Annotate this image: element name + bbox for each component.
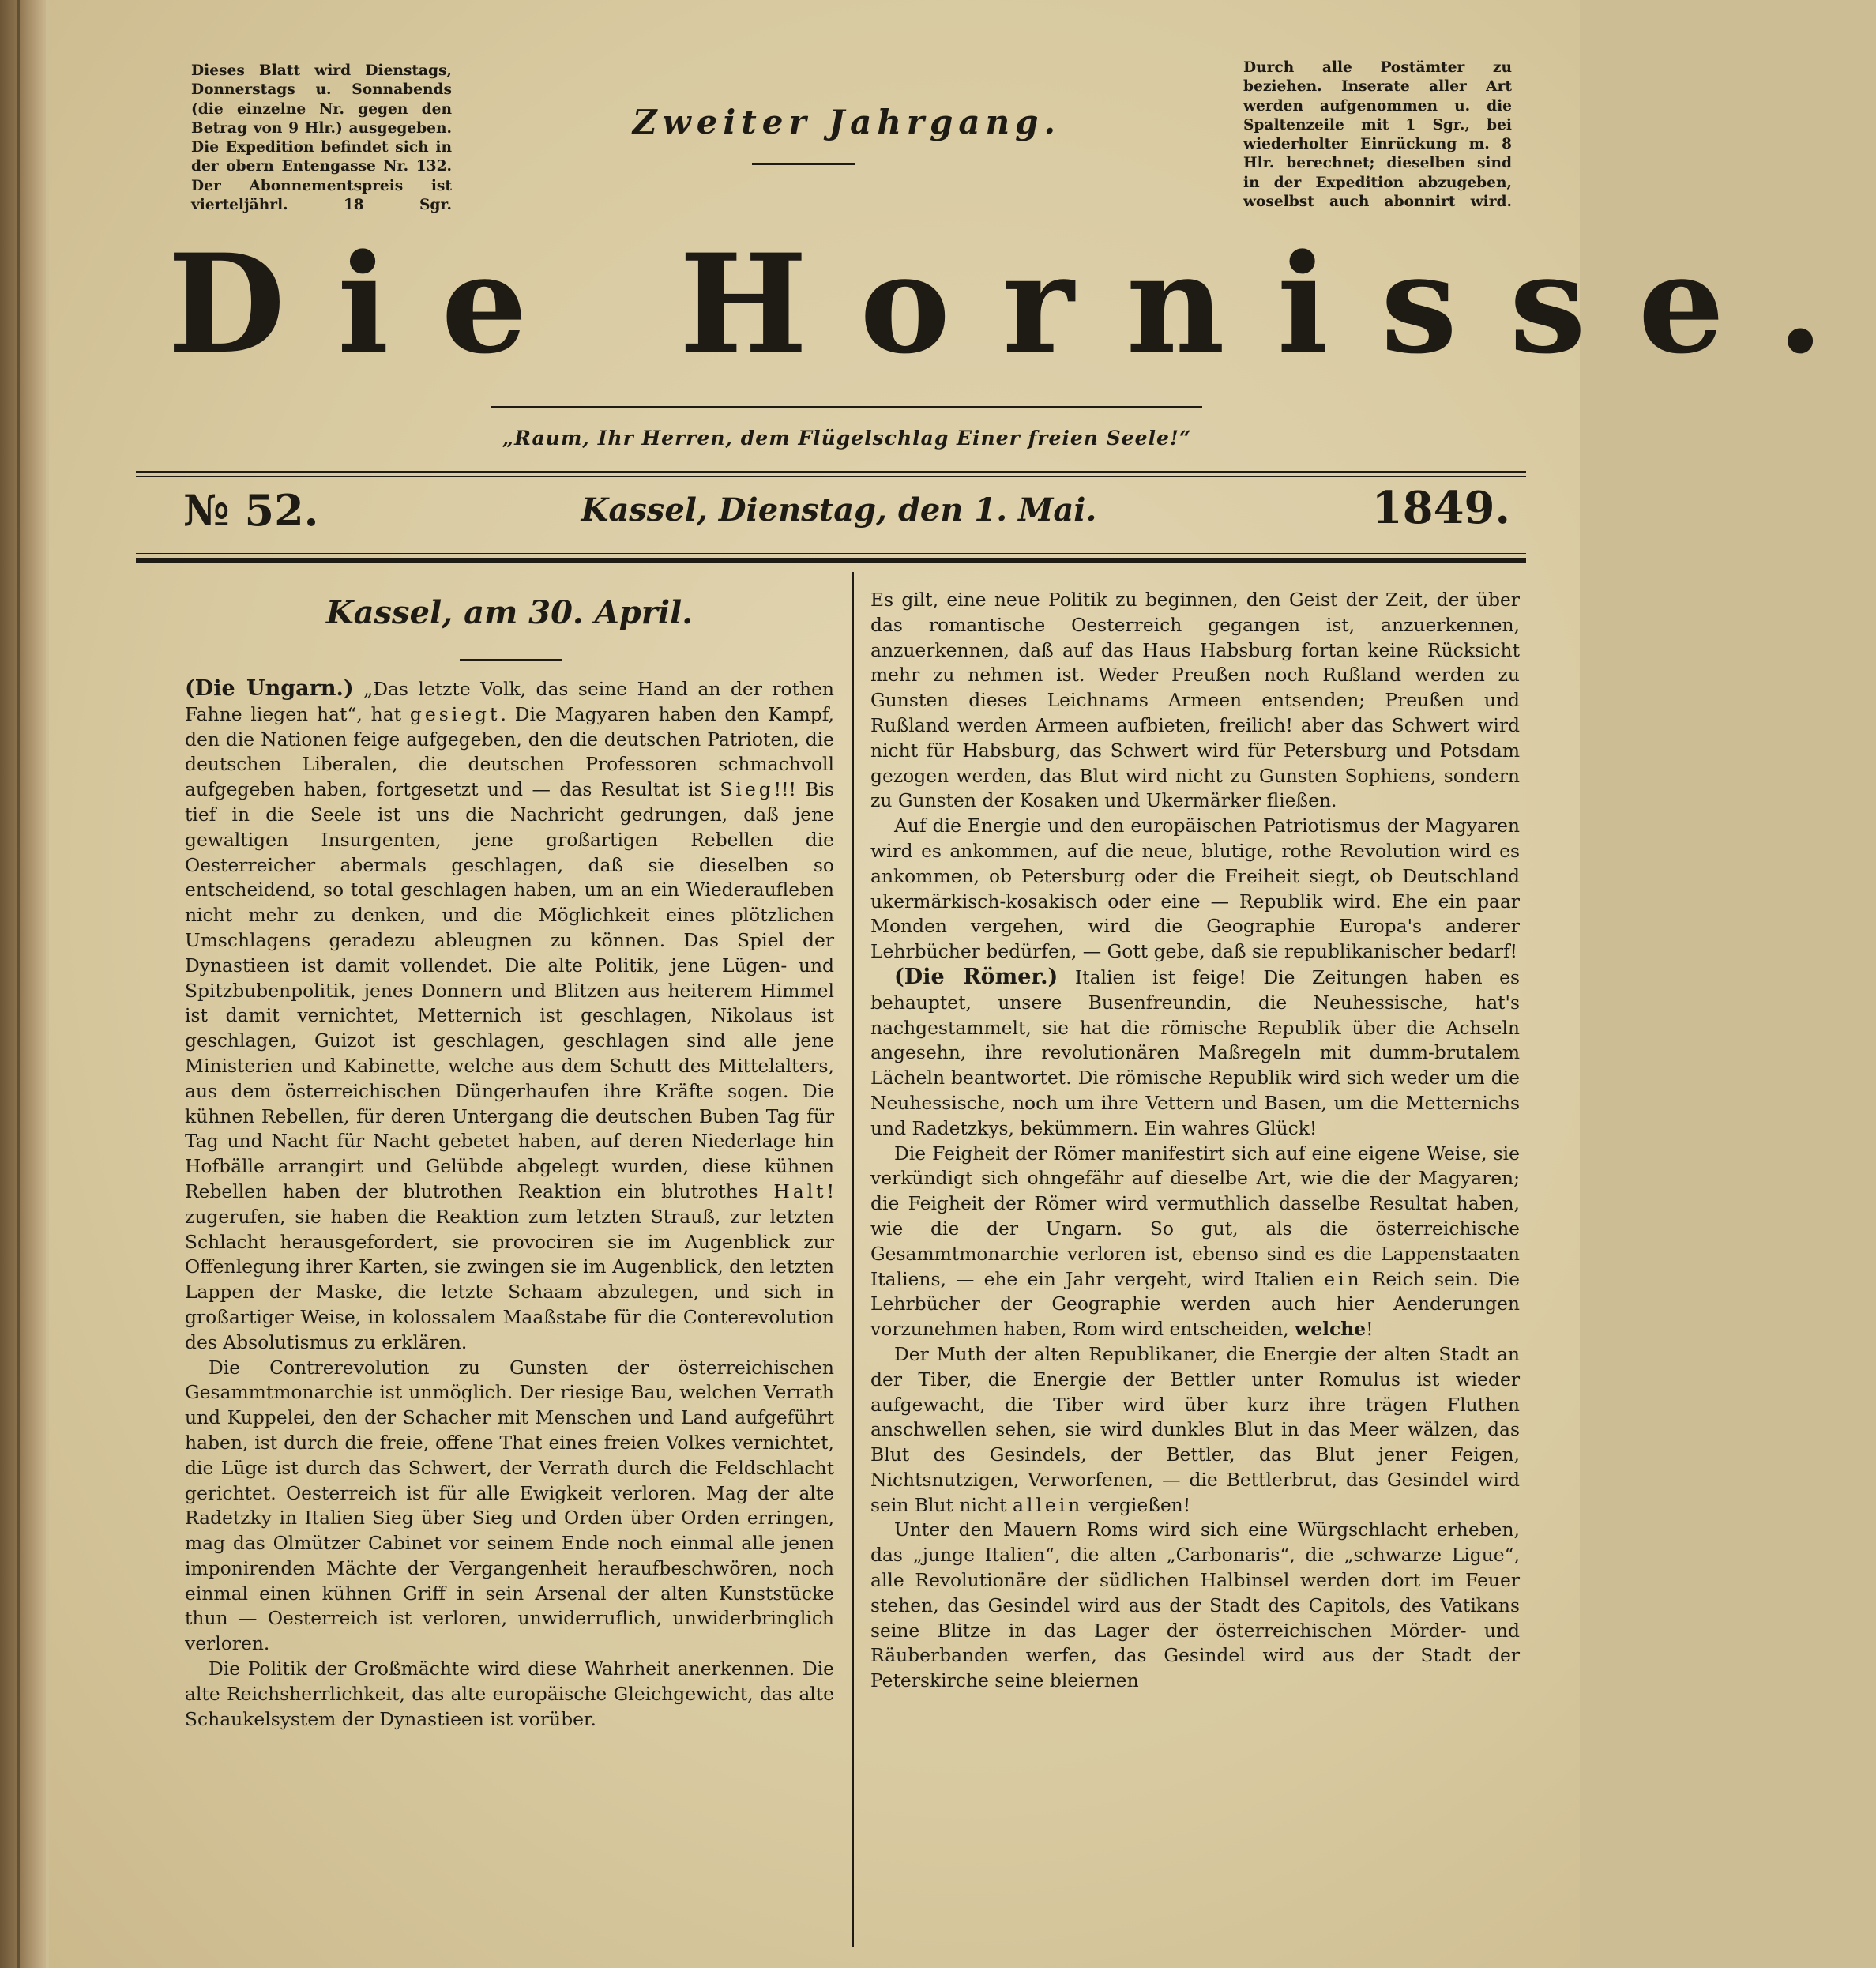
article-paragraph: Die Contrerevolution zu Gunsten der österreichischen Gesammtmonarchie ist unmöglich. Der riesige Bau, welchen Verrath und Kuppelei, den der Schacher mit Menschen und Land aufgeführt haben, ist durch die freie, offene That eines freien Volkes vernichtet, die Lüge ist durch das Schwert, der Verrath durch die Feldschlacht gerichtet. Oesterreich ist für alle Ewigkeit verloren. Mag der alte Radetzky in Italien Sieg über Sieg und Orden über Orden erringen, mag das Olmützer Cabinet vor seinem Ende noch einmal alle jenen imponirenden Mächte der Vergangenheit heraufbeschwören, noch einmal einen kühnen Griff in sein Arsenal der alten Kunststücke thun — Oesterreich ist verloren, unwiderruflich, unwiderbringlich verloren. — [185, 1356, 834, 1655]
book-spine — [0, 0, 46, 1968]
volume-rule — [752, 163, 855, 165]
article-column-left — [185, 676, 834, 1732]
paragraph-text: vergießen! — [1083, 1493, 1191, 1516]
emphasis-text: gesiegt — [409, 702, 501, 725]
section-tag-ungarn: (Die Ungarn.) — [185, 676, 354, 701]
paragraph-text: „Das letzte Volk, das seine Hand an der rothen Fahne liegen hat“, hat — [185, 678, 835, 725]
emphasis-text: Halt — [773, 1180, 827, 1202]
article-heading-rule — [460, 659, 562, 661]
article-paragraph — [870, 965, 1520, 1142]
issue-number: № 52. — [183, 485, 319, 536]
motto: „Raum, Ihr Herren, dem Flügelschlag Einer freien Seele!“ — [502, 427, 1192, 450]
subscription-notice: Durch alle Postämter zu beziehen. Inserate aller Art werden aufgenommen u. die Spaltenzeile mit 1 Sgr., bei wiederholter Einrückung m. 8 Hlr. berechnet; dieselben sind in der Expedition abzugeben, woselbst auch abonnirt wird. — [1243, 59, 1512, 211]
paragraph-text: Die Feigheit der Römer manifestirt sich auf eine eigene Weise, sie verkündigt sich ohngefähr auf dieselbe Art, wie die der Magyaren; die Feigheit der Römer wird vermuthlich dasselbe Resultat haben, wie die der Ungarn. So gut, als die österreichische Gesammtmonarchie verloren ist, ebenso sind es die Lappenstaaten Italiens, — ehe ein Jahr vergeht, wird Italien — [870, 1142, 1520, 1290]
paragraph-text: Der Muth der alten Republikaner, die Energie der alten Stadt an der Tiber, die Energie der Bettler unter Romulus ist wieder aufgewacht, die Tiber wird über kurz ihre trägen Fluthen anschwellen sehen, sie wird dunkles Blut in das Meer wälzen, das Blut des Gesindels, der Bettler, das Blut jener Feigen, Nichtsnutzigen, Verworfenen, — die Bettlerbrut, das Gesindel wird sein Blut nicht — [870, 1342, 1520, 1516]
article-paragraph — [185, 676, 834, 1356]
article-paragraph: Unter den Mauern Roms wird sich eine Würgschlacht erheben, das „junge Italien“, die alten „Carbonaris“, die „schwarze Ligue“, alle Revolutionäre der südlichen Halbinsel werden dort im Feuer stehen, das Gesindel wird aus der Stadt des Capitols, des Vatikans seine Blitze in das Lager der österreichischen Mörder- und Räuberbanden werfen, das Gesindel wird aus der Stadt der Peterskirche seine bleiernen — [870, 1518, 1520, 1692]
paragraph-text: . Die Magyaren haben den Kampf, den die Nationen feige aufgegeben, den die deutschen Patrioten, die deutschen Liberalen, die deutschen Professoren schmachvoll aufgegeben haben, fortgesetzt und — das Resultat ist — [185, 702, 834, 801]
emphasis-text: allein — [1012, 1493, 1084, 1516]
emphasis-text: welche — [1295, 1318, 1367, 1341]
article-heading: Kassel, am 30. April. — [325, 594, 694, 631]
paragraph-text: !!! Bis tief in die Seele ist uns die Nachricht gedrungen, daß jene gewaltigen Insurgenten, jene großartigen Rebellen die Oesterreicher abermals geschlagen, daß sie dieselben so entscheidend, so total geschlagen haben, um an ein Wiederaufleben nicht mehr zu denken, und die Möglichkeit eines plötzlichen Umschlagens geradezu ableugnen zu können. Das Spiel der Dynastieen ist damit vollendet. Die alte Politik, jene Lügen- und Spitzbubenpolitik, jenes Donnern und Blitzen aus heiterem Himmel ist damit vernichtet, Metternich ist geschlagen, Nikolaus ist geschlagen, Guizot ist geschlagen, geschlagen sind alle jene Ministerien und Kabinette, welche aus dem Schutt des Mittelalters, aus dem österreichischen Düngerhaufen ihre Kräfte sogen. Die kühnen Rebellen, für deren Untergang die deutschen Buben Tag für Tag und Nacht für Nacht gebetet haben, auf deren Niederlage hin Hofbälle arrangirt und Gelübde abgelegt wurden, diese kühnen Rebellen haben der blutrothen Reaktion ein blutrothes — [185, 778, 835, 1202]
dateline: Kassel, Dienstag, den 1. Mai. — [581, 491, 1097, 529]
header-rule-bottom-thin — [136, 553, 1526, 554]
motto-rule — [491, 406, 1202, 408]
volume-heading: Zweiter Jahrgang. — [632, 103, 1062, 141]
paragraph-text: ! — [1366, 1318, 1374, 1341]
column-divider — [852, 572, 854, 1947]
paragraph-text: Reich sein. Die Lehrbücher der Geographie werden auch hier Aenderungen vorzunehmen haben, Rom wird entscheiden, — [870, 1267, 1520, 1341]
publication-notice: Dieses Blatt wird Dienstags, Donnerstags u. Sonnabends (die einzelne Nr. gegen den Betrag von 9 Hlr.) ausgegeben. Die Expedition befindet sich in der obern Entengasse Nr. 132. Der Abonnementspreis ist vierteljährl. 18 Sgr. — [191, 62, 452, 214]
article-column-right — [870, 588, 1520, 1694]
article-paragraph — [870, 1342, 1520, 1518]
spine-binding-line — [17, 0, 20, 1968]
header-rule-top-thin — [136, 476, 1526, 477]
article-paragraph: Es gilt, eine neue Politik zu beginnen, den Geist der Zeit, der über das romantische Oesterreich gegangen ist, anzuerkennen, anzuerkennen, daß auf das Haus Habsburg fortan keine Rücksicht mehr zu nehmen ist. Weder Preußen noch Rußland werden zu Gunsten dieses Leichnams Armeen entsenden; Preußen und Rußland werden Armeen aufbieten, freilich! aber das Schwert wird nicht für Habsburg, das Schwert wird für Petersburg und Potsdam gezogen werden, das Blut wird nicht zu Gunsten Sophiens, sondern zu Gunsten der Kosaken und Ukermärker fließen. — [870, 589, 1520, 812]
article-paragraph: Die Politik der Großmächte wird diese Wahrheit anerkennen. Die alte Reichsherrlichkeit, das alte europäische Gleichgewicht, das alte Schaukelsystem der Dynastieen ist vorüber. — [185, 1658, 834, 1730]
header-rule-top — [136, 471, 1526, 473]
newspaper-page — [49, 0, 1876, 1968]
issue-year: 1849. — [1371, 482, 1510, 534]
emphasis-text: Sieg — [720, 778, 774, 801]
section-tag-roemer: (Die Römer.) — [894, 964, 1058, 989]
paragraph-text: ! zugerufen, sie haben die Reaktion zum letzten Strauß, zur letzten Schlacht herausgefordert, sie provociren sie im Augenblick zur Offenlegung ihrer Karten, sie zwingen sie im Augenblick, den letzten Lappen der Maske, die letzte Schaam abzulegen, und sich in großartiger Weise, in kolossalem Maaßstabe für die Conterevolution des Absolutismus zu erklären. — [185, 1180, 834, 1353]
newspaper-title: Die Hornisse. — [167, 224, 1876, 384]
article-paragraph — [870, 1142, 1520, 1342]
paragraph-text: Italien ist feige! Die Zeitungen haben es behauptet, unsere Busenfreundin, die Neuhessische, hat's nachgestammelt, sie hat die römische Republik über die Achseln angesehn, ihre revolutionären Maßregeln mit dumm-brutalem Lächeln beantwortet. Die römische Republik wird sich weder um die Neuhessische, noch um ihre Vettern und Basen, um die Metternichs und Radetzkys, bekümmern. Ein wahres Glück! — [870, 965, 1520, 1139]
header-rule-bottom — [136, 558, 1526, 563]
emphasis-text: ein — [1324, 1267, 1363, 1290]
article-paragraph: Auf die Energie und den europäischen Patriotismus der Magyaren wird es ankommen, auf die neue, blutige, rothe Revolution wird es ankommen, ob Petersburg oder die Freiheit siegt, ob Deutschland ukermärkisch-kosakisch oder eine — Republik wird. Ehe ein paar Monden vergehen, wird die Geographie Europa's anderer Lehrbücher bedürfen, — Gott gebe, daß sie republikanischer bedarf! — [870, 815, 1520, 963]
